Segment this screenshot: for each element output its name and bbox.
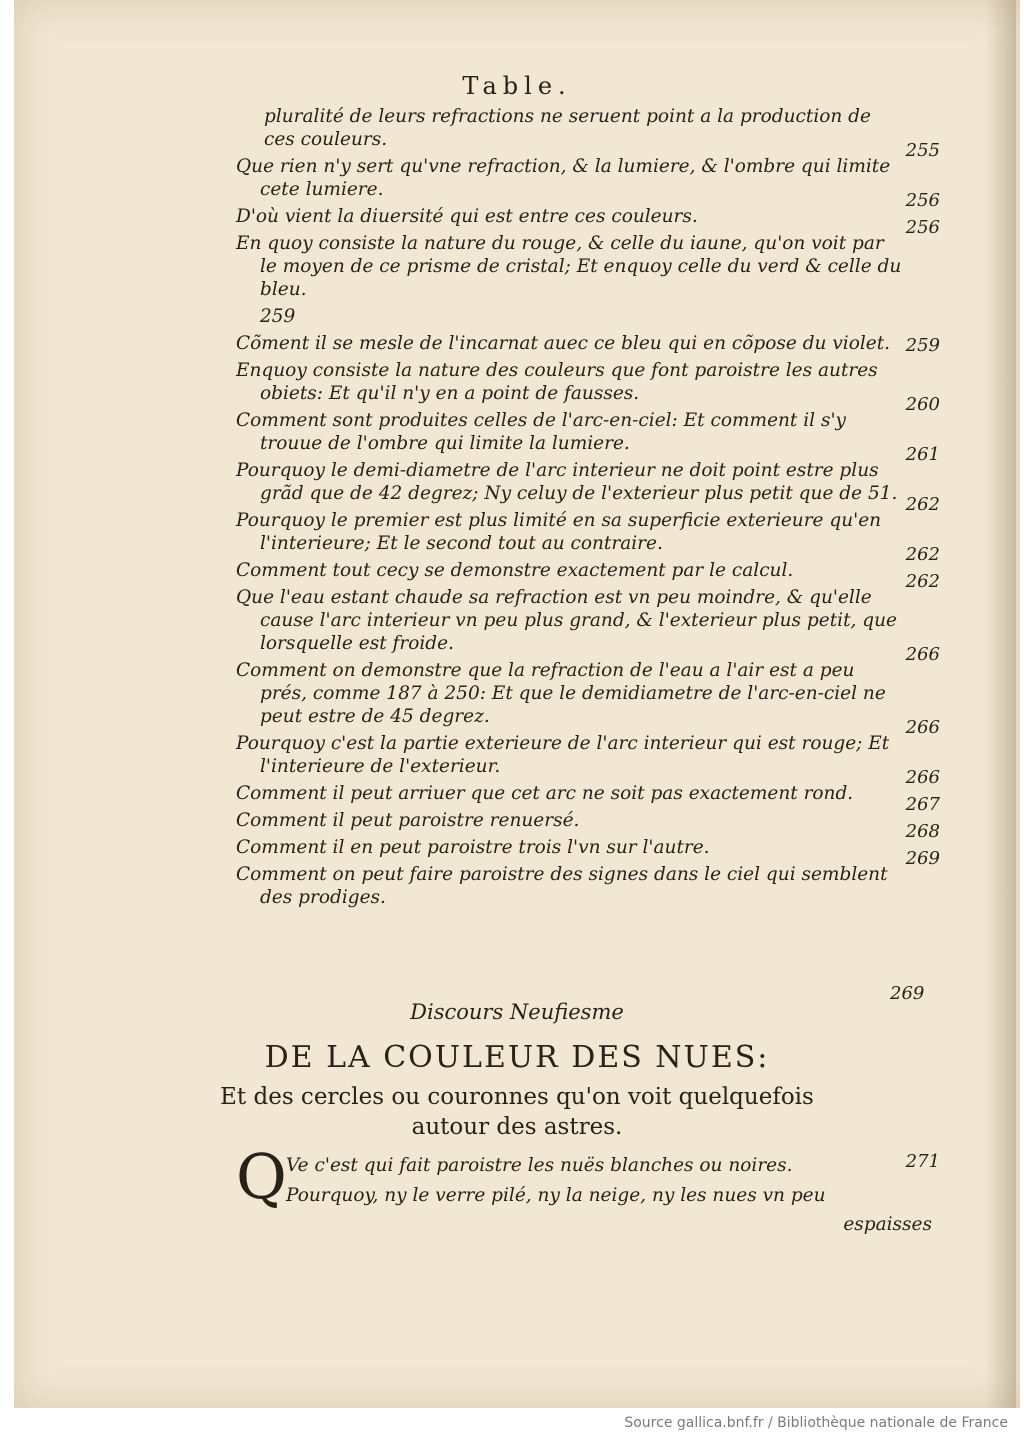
book-page — [14, 0, 1020, 1408]
entry-page: 269 — [890, 983, 925, 1004]
source-credit: Source gallica.bnf.fr / Bibliothèque nationale de France — [624, 1415, 1008, 1431]
list-item — [236, 767, 940, 805]
entry-text: Pourquoy le premier est plus limité en sa superficie exterieure qu'en l'interieure; Et le second tout au contraire. — [236, 510, 882, 554]
list-item — [236, 494, 940, 555]
list-item — [236, 644, 940, 728]
entry-page: 268 — [905, 821, 940, 842]
entry-text: Ve c'est qui fait paroistre les nuës blanches ou noires. — [286, 1155, 793, 1176]
entry-page: 262 — [905, 544, 940, 565]
list-item — [236, 190, 940, 228]
list-item — [236, 794, 940, 832]
entry-page: 266 — [905, 767, 940, 788]
entry-text: pluralité de leurs refractions ne seruent point a la production de ces couleurs. — [264, 106, 871, 150]
entry-text: Comment il peut paroistre renuersé. — [236, 810, 580, 831]
page-edge-shadow — [986, 0, 1016, 1408]
entry-page: 255 — [905, 140, 940, 161]
entry-text: Comment sont produites celles de l'arc-en-ciel: Et comment il s'y trouue de l'ombre qui limite la lumiere. — [236, 410, 846, 454]
list-item — [236, 571, 940, 655]
entry-text: En quoy consiste la nature du rouge, & celle du iaune, qu'on voit par le moyen de ce prisme de cristal; Et enquoy celle du verd & celle du bleu. — [236, 233, 902, 300]
entry-page: 266 — [905, 644, 940, 665]
list-item — [236, 717, 940, 778]
section-subheading — [14, 1082, 1020, 1142]
section-heading: DE LA COULEUR DES NUES: — [264, 1040, 770, 1075]
entry-text: Pourquoy le demi-diametre de l'arc interieur ne doit point estre plus grãd que de 42 degrez; Ny celuy de l'exterieur plus petit que de 51. — [236, 460, 898, 504]
entry-text: Cõment il se mesle de l'incarnat auec ce bleu qui en cõpose du violet. — [236, 333, 891, 354]
entry-page: 256 — [905, 217, 940, 238]
entry-page: 269 — [905, 848, 940, 869]
entry-page: 262 — [905, 571, 940, 592]
subheading-line: Et des cercles ou couronnes qu'on voit quelquefois — [220, 1084, 814, 1110]
section-label: Discours Neufiesme — [410, 1000, 624, 1024]
list-item — [236, 332, 940, 355]
entry-page: 261 — [905, 444, 940, 465]
entry-text: Comment il peut arriuer que cet arc ne soit pas exactement rond. — [236, 783, 854, 804]
list-item — [236, 140, 940, 201]
entry-page: 267 — [905, 794, 940, 815]
entry-text: Comment tout cecy se demonstre exactement par le calcul. — [236, 560, 794, 581]
drop-cap: Q — [236, 1140, 287, 1213]
entry-text: Que l'eau estant chaude sa refraction est vn peu moindre, & qu'elle cause l'arc interieur vn peu plus grand, & l'exterieur plus petit, que lorsquelle est froide. — [236, 587, 897, 654]
list-item — [236, 1151, 940, 1177]
list-item — [236, 821, 940, 859]
entry-text: Pourquoy c'est la partie exterieure de l'arc interieur qui est rouge; Et l'interieure de l'exterieur. — [236, 733, 890, 777]
entry-page: 256 — [905, 190, 940, 211]
list-item — [236, 105, 940, 151]
table-entries — [236, 105, 940, 913]
entry-page: 271 — [905, 1151, 940, 1172]
source-footer — [0, 1411, 1024, 1437]
list-item — [236, 1184, 940, 1207]
list-item — [236, 359, 940, 405]
entry-text: Enquoy consiste la nature des couleurs que font paroistre les autres obiets: Et qu'il n'y en a point de fausses. — [236, 360, 878, 404]
entry-page: 260 — [905, 394, 940, 415]
entry-text: Comment on peut faire paroistre des signes dans le ciel qui semblent des prodiges. — [236, 864, 888, 908]
entry-text: D'où vient la diuersité qui est entre ces couleurs. — [236, 206, 698, 227]
page-header: Table. — [462, 72, 572, 100]
subheading-line: autour des astres. — [411, 1114, 623, 1140]
entry-text: Pourquoy, ny le verre pilé, ny la neige, ny les nues vn peu — [286, 1185, 826, 1206]
entry-text: Que rien n'y sert qu'vne refraction, & la lumiere, & l'ombre qui limite cete lumiere. — [236, 156, 891, 200]
list-item — [236, 848, 940, 909]
list-item — [236, 217, 940, 301]
section-entries — [236, 1140, 940, 1235]
entry-text: Comment il en peut paroistre trois l'vn sur l'autre. — [236, 837, 710, 858]
list-item — [236, 394, 940, 455]
entry-page: 259 — [905, 335, 940, 356]
entry-page: 262 — [905, 494, 940, 515]
entry-page: 266 — [905, 717, 940, 738]
list-item — [236, 544, 940, 582]
entry-text: 259 — [260, 306, 296, 327]
entry-text: Comment on demonstre que la refraction de l'eau a l'air est a peu prés, comme 187 à 250: Et que le demidiametre de l'arc-en-ciel ne peut estre de 45 degrez. — [236, 660, 886, 727]
catchword: espaisses — [843, 1214, 932, 1235]
list-item — [236, 444, 940, 505]
list-item — [236, 305, 940, 328]
